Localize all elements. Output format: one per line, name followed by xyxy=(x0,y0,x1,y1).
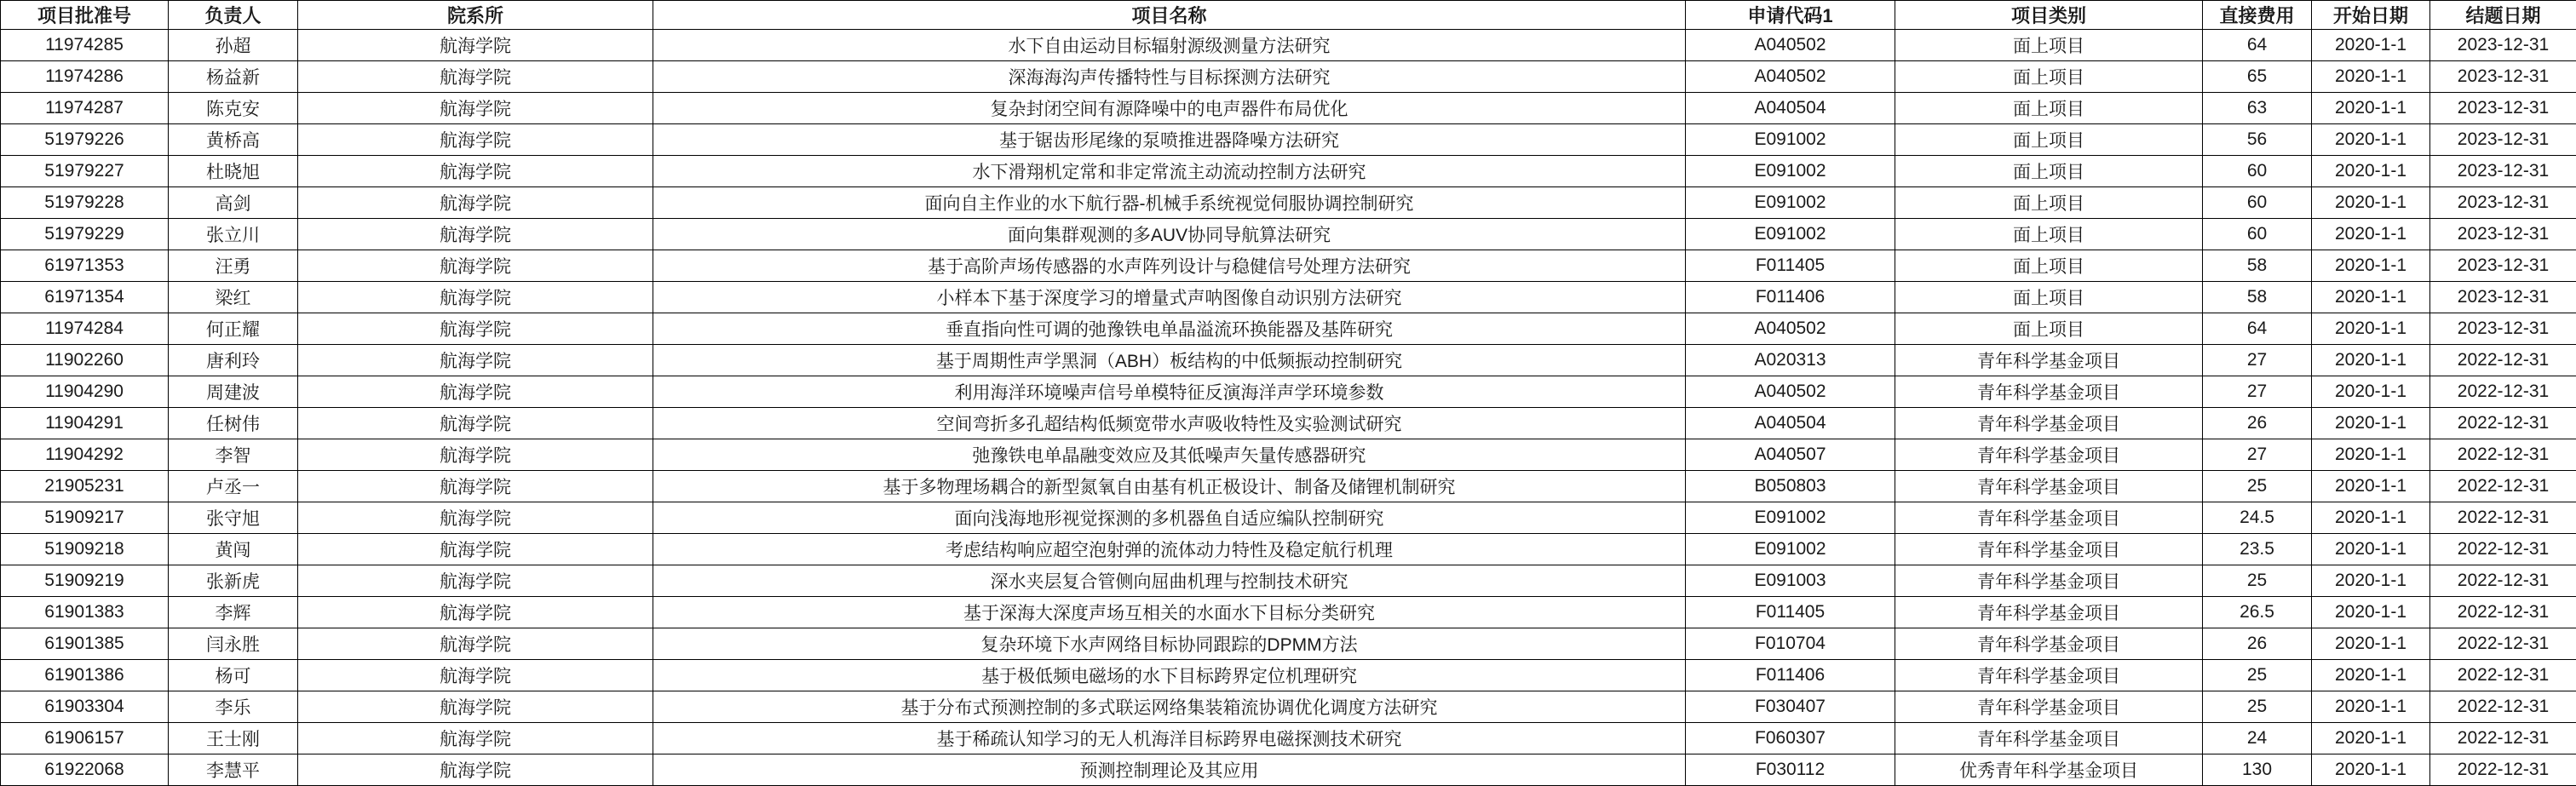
cell-department: 航海学院 xyxy=(298,250,653,282)
cell-end-date: 2022-12-31 xyxy=(2430,565,2576,597)
cell-application-code-1: F011405 xyxy=(1686,597,1895,628)
cell-project-name: 面向集群观测的多AUV协同导航算法研究 xyxy=(653,219,1686,250)
cell-leader: 王士刚 xyxy=(169,723,298,754)
cell-leader: 黄闯 xyxy=(169,534,298,565)
cell-leader: 卢丞一 xyxy=(169,471,298,502)
cell-application-code-1: F010704 xyxy=(1686,628,1895,660)
cell-department: 航海学院 xyxy=(298,282,653,313)
cell-end-date: 2022-12-31 xyxy=(2430,723,2576,754)
cell-leader: 张新虎 xyxy=(169,565,298,597)
header-row xyxy=(1,1,2576,30)
cell-direct-fee: 24 xyxy=(2203,723,2312,754)
cell-application-code-1: F030407 xyxy=(1686,691,1895,723)
cell-department: 航海学院 xyxy=(298,754,653,786)
cell-application-code-1: A040504 xyxy=(1686,408,1895,439)
cell-end-date: 2023-12-31 xyxy=(2430,30,2576,61)
cell-department: 航海学院 xyxy=(298,124,653,156)
cell-department: 航海学院 xyxy=(298,408,653,439)
cell-department: 航海学院 xyxy=(298,628,653,660)
cell-start-date: 2020-1-1 xyxy=(2312,345,2430,376)
cell-project-category: 面上项目 xyxy=(1895,93,2203,124)
cell-start-date: 2020-1-1 xyxy=(2312,250,2430,282)
column-header-department: 院系所 xyxy=(298,1,653,30)
cell-direct-fee: 63 xyxy=(2203,93,2312,124)
cell-application-code-1: A040502 xyxy=(1686,30,1895,61)
cell-project-name: 面向浅海地形视觉探测的多机器鱼自适应编队控制研究 xyxy=(653,502,1686,534)
cell-application-code-1: F011405 xyxy=(1686,250,1895,282)
cell-start-date: 2020-1-1 xyxy=(2312,408,2430,439)
cell-direct-fee: 64 xyxy=(2203,30,2312,61)
cell-project-name: 基于稀疏认知学习的无人机海洋目标跨界电磁探测技术研究 xyxy=(653,723,1686,754)
cell-department: 航海学院 xyxy=(298,156,653,187)
cell-start-date: 2020-1-1 xyxy=(2312,628,2430,660)
cell-leader: 闫永胜 xyxy=(169,628,298,660)
cell-project-name: 面向自主作业的水下航行器-机械手系统视觉伺服协调控制研究 xyxy=(653,187,1686,219)
cell-end-date: 2022-12-31 xyxy=(2430,628,2576,660)
cell-project-category: 青年科学基金项目 xyxy=(1895,691,2203,723)
table-row xyxy=(1,565,2576,597)
cell-end-date: 2022-12-31 xyxy=(2430,376,2576,408)
cell-project-name: 基于极低频电磁场的水下目标跨界定位机理研究 xyxy=(653,660,1686,691)
cell-department: 航海学院 xyxy=(298,187,653,219)
cell-project-category: 青年科学基金项目 xyxy=(1895,628,2203,660)
cell-end-date: 2023-12-31 xyxy=(2430,313,2576,345)
table-row xyxy=(1,250,2576,282)
cell-approval-no: 11974285 xyxy=(1,30,169,61)
cell-direct-fee: 23.5 xyxy=(2203,534,2312,565)
table-row xyxy=(1,93,2576,124)
cell-leader: 杜晓旭 xyxy=(169,156,298,187)
cell-application-code-1: A040504 xyxy=(1686,93,1895,124)
cell-end-date: 2022-12-31 xyxy=(2430,691,2576,723)
cell-project-name: 空间弯折多孔超结构低频宽带水声吸收特性及实验测试研究 xyxy=(653,408,1686,439)
cell-project-name: 基于锯齿形尾缘的泵喷推进器降噪方法研究 xyxy=(653,124,1686,156)
cell-direct-fee: 26 xyxy=(2203,628,2312,660)
table-body xyxy=(1,30,2576,786)
cell-direct-fee: 24.5 xyxy=(2203,502,2312,534)
table-row xyxy=(1,660,2576,691)
cell-project-category: 优秀青年科学基金项目 xyxy=(1895,754,2203,786)
cell-leader: 李智 xyxy=(169,439,298,471)
cell-leader: 李慧平 xyxy=(169,754,298,786)
cell-leader: 汪勇 xyxy=(169,250,298,282)
cell-start-date: 2020-1-1 xyxy=(2312,187,2430,219)
cell-start-date: 2020-1-1 xyxy=(2312,534,2430,565)
table-row xyxy=(1,30,2576,61)
cell-approval-no: 11974284 xyxy=(1,313,169,345)
cell-leader: 梁红 xyxy=(169,282,298,313)
cell-approval-no: 61971354 xyxy=(1,282,169,313)
cell-project-category: 面上项目 xyxy=(1895,250,2203,282)
cell-application-code-1: E091002 xyxy=(1686,219,1895,250)
cell-start-date: 2020-1-1 xyxy=(2312,124,2430,156)
cell-project-category: 青年科学基金项目 xyxy=(1895,345,2203,376)
cell-start-date: 2020-1-1 xyxy=(2312,597,2430,628)
cell-leader: 杨可 xyxy=(169,660,298,691)
cell-start-date: 2020-1-1 xyxy=(2312,565,2430,597)
cell-project-category: 面上项目 xyxy=(1895,187,2203,219)
cell-end-date: 2022-12-31 xyxy=(2430,345,2576,376)
cell-project-category: 青年科学基金项目 xyxy=(1895,660,2203,691)
cell-start-date: 2020-1-1 xyxy=(2312,439,2430,471)
cell-start-date: 2020-1-1 xyxy=(2312,93,2430,124)
table-row xyxy=(1,502,2576,534)
cell-application-code-1: B050803 xyxy=(1686,471,1895,502)
cell-project-category: 青年科学基金项目 xyxy=(1895,597,2203,628)
cell-leader: 李辉 xyxy=(169,597,298,628)
cell-application-code-1: A040507 xyxy=(1686,439,1895,471)
cell-department: 航海学院 xyxy=(298,93,653,124)
column-header-project-name: 项目名称 xyxy=(653,1,1686,30)
cell-application-code-1: A020313 xyxy=(1686,345,1895,376)
cell-approval-no: 11904292 xyxy=(1,439,169,471)
cell-project-category: 面上项目 xyxy=(1895,124,2203,156)
table-row xyxy=(1,345,2576,376)
cell-department: 航海学院 xyxy=(298,597,653,628)
cell-application-code-1: A040502 xyxy=(1686,376,1895,408)
cell-approval-no: 51979229 xyxy=(1,219,169,250)
cell-department: 航海学院 xyxy=(298,376,653,408)
cell-project-category: 青年科学基金项目 xyxy=(1895,534,2203,565)
cell-direct-fee: 27 xyxy=(2203,439,2312,471)
cell-project-category: 面上项目 xyxy=(1895,30,2203,61)
cell-direct-fee: 60 xyxy=(2203,187,2312,219)
cell-direct-fee: 27 xyxy=(2203,376,2312,408)
cell-project-name: 基于多物理场耦合的新型氮氧自由基有机正极设计、制备及储锂机制研究 xyxy=(653,471,1686,502)
cell-start-date: 2020-1-1 xyxy=(2312,219,2430,250)
cell-department: 航海学院 xyxy=(298,534,653,565)
cell-end-date: 2022-12-31 xyxy=(2430,502,2576,534)
cell-project-name: 预测控制理论及其应用 xyxy=(653,754,1686,786)
cell-direct-fee: 26.5 xyxy=(2203,597,2312,628)
table-header xyxy=(1,1,2576,30)
column-header-project-category: 项目类别 xyxy=(1895,1,2203,30)
cell-end-date: 2022-12-31 xyxy=(2430,660,2576,691)
cell-application-code-1: F011406 xyxy=(1686,660,1895,691)
cell-project-name: 小样本下基于深度学习的增量式声呐图像自动识别方法研究 xyxy=(653,282,1686,313)
cell-approval-no: 61906157 xyxy=(1,723,169,754)
cell-direct-fee: 58 xyxy=(2203,282,2312,313)
table-row xyxy=(1,219,2576,250)
cell-leader: 陈克安 xyxy=(169,93,298,124)
cell-leader: 杨益新 xyxy=(169,61,298,93)
table-row xyxy=(1,124,2576,156)
cell-direct-fee: 60 xyxy=(2203,219,2312,250)
cell-end-date: 2023-12-31 xyxy=(2430,219,2576,250)
cell-start-date: 2020-1-1 xyxy=(2312,156,2430,187)
cell-start-date: 2020-1-1 xyxy=(2312,282,2430,313)
cell-department: 航海学院 xyxy=(298,471,653,502)
cell-approval-no: 61971353 xyxy=(1,250,169,282)
cell-leader: 张立川 xyxy=(169,219,298,250)
cell-direct-fee: 56 xyxy=(2203,124,2312,156)
table-row xyxy=(1,534,2576,565)
cell-project-category: 青年科学基金项目 xyxy=(1895,565,2203,597)
cell-direct-fee: 25 xyxy=(2203,691,2312,723)
cell-direct-fee: 25 xyxy=(2203,660,2312,691)
cell-end-date: 2023-12-31 xyxy=(2430,61,2576,93)
cell-leader: 周建波 xyxy=(169,376,298,408)
cell-approval-no: 61901383 xyxy=(1,597,169,628)
table-row xyxy=(1,313,2576,345)
cell-project-category: 青年科学基金项目 xyxy=(1895,408,2203,439)
table-row xyxy=(1,439,2576,471)
table-row xyxy=(1,156,2576,187)
cell-start-date: 2020-1-1 xyxy=(2312,30,2430,61)
cell-start-date: 2020-1-1 xyxy=(2312,691,2430,723)
cell-department: 航海学院 xyxy=(298,565,653,597)
cell-project-name: 基于分布式预测控制的多式联运网络集装箱流协调优化调度方法研究 xyxy=(653,691,1686,723)
cell-application-code-1: A040502 xyxy=(1686,61,1895,93)
table-row xyxy=(1,376,2576,408)
cell-start-date: 2020-1-1 xyxy=(2312,723,2430,754)
cell-end-date: 2023-12-31 xyxy=(2430,93,2576,124)
cell-end-date: 2022-12-31 xyxy=(2430,439,2576,471)
cell-approval-no: 61901385 xyxy=(1,628,169,660)
column-header-approval-no: 项目批准号 xyxy=(1,1,169,30)
cell-start-date: 2020-1-1 xyxy=(2312,61,2430,93)
cell-approval-no: 61903304 xyxy=(1,691,169,723)
cell-leader: 张守旭 xyxy=(169,502,298,534)
cell-project-name: 复杂环境下水声网络目标协同跟踪的DPMM方法 xyxy=(653,628,1686,660)
cell-leader: 黄桥高 xyxy=(169,124,298,156)
cell-application-code-1: E091002 xyxy=(1686,124,1895,156)
cell-approval-no: 51909219 xyxy=(1,565,169,597)
cell-project-name: 垂直指向性可调的弛豫铁电单晶溢流环换能器及基阵研究 xyxy=(653,313,1686,345)
cell-project-name: 考虑结构响应超空泡射弹的流体动力特性及稳定航行机理 xyxy=(653,534,1686,565)
cell-project-name: 深水夹层复合管侧向屈曲机理与控制技术研究 xyxy=(653,565,1686,597)
table-row xyxy=(1,754,2576,786)
cell-approval-no: 51979227 xyxy=(1,156,169,187)
cell-approval-no: 51909218 xyxy=(1,534,169,565)
cell-end-date: 2022-12-31 xyxy=(2430,471,2576,502)
cell-project-name: 水下滑翔机定常和非定常流主动流动控制方法研究 xyxy=(653,156,1686,187)
cell-end-date: 2023-12-31 xyxy=(2430,124,2576,156)
cell-leader: 唐利玲 xyxy=(169,345,298,376)
cell-application-code-1: E091002 xyxy=(1686,156,1895,187)
cell-approval-no: 51909217 xyxy=(1,502,169,534)
cell-department: 航海学院 xyxy=(298,219,653,250)
cell-approval-no: 11974286 xyxy=(1,61,169,93)
cell-project-category: 青年科学基金项目 xyxy=(1895,439,2203,471)
cell-direct-fee: 64 xyxy=(2203,313,2312,345)
column-header-leader: 负责人 xyxy=(169,1,298,30)
cell-end-date: 2023-12-31 xyxy=(2430,187,2576,219)
cell-approval-no: 61901386 xyxy=(1,660,169,691)
cell-direct-fee: 25 xyxy=(2203,471,2312,502)
cell-department: 航海学院 xyxy=(298,313,653,345)
cell-department: 航海学院 xyxy=(298,439,653,471)
cell-end-date: 2023-12-31 xyxy=(2430,250,2576,282)
cell-department: 航海学院 xyxy=(298,723,653,754)
cell-approval-no: 61922068 xyxy=(1,754,169,786)
cell-project-category: 青年科学基金项目 xyxy=(1895,376,2203,408)
cell-approval-no: 11904291 xyxy=(1,408,169,439)
cell-start-date: 2020-1-1 xyxy=(2312,376,2430,408)
cell-end-date: 2023-12-31 xyxy=(2430,156,2576,187)
cell-application-code-1: E091002 xyxy=(1686,187,1895,219)
cell-leader: 任树伟 xyxy=(169,408,298,439)
cell-start-date: 2020-1-1 xyxy=(2312,754,2430,786)
cell-leader: 李乐 xyxy=(169,691,298,723)
column-header-direct-fee: 直接费用 xyxy=(2203,1,2312,30)
cell-approval-no: 11902260 xyxy=(1,345,169,376)
column-header-start-date: 开始日期 xyxy=(2312,1,2430,30)
cell-project-name: 弛豫铁电单晶融变效应及其低噪声矢量传感器研究 xyxy=(653,439,1686,471)
cell-application-code-1: A040502 xyxy=(1686,313,1895,345)
cell-department: 航海学院 xyxy=(298,345,653,376)
table-row xyxy=(1,187,2576,219)
cell-project-category: 面上项目 xyxy=(1895,156,2203,187)
column-header-end-date: 结题日期 xyxy=(2430,1,2576,30)
cell-leader: 高剑 xyxy=(169,187,298,219)
cell-project-category: 青年科学基金项目 xyxy=(1895,471,2203,502)
cell-project-name: 水下自由运动目标辐射源级测量方法研究 xyxy=(653,30,1686,61)
cell-approval-no: 11974287 xyxy=(1,93,169,124)
cell-end-date: 2022-12-31 xyxy=(2430,597,2576,628)
cell-start-date: 2020-1-1 xyxy=(2312,502,2430,534)
cell-department: 航海学院 xyxy=(298,61,653,93)
cell-end-date: 2022-12-31 xyxy=(2430,754,2576,786)
cell-direct-fee: 27 xyxy=(2203,345,2312,376)
table-row xyxy=(1,408,2576,439)
cell-project-category: 面上项目 xyxy=(1895,61,2203,93)
cell-project-category: 青年科学基金项目 xyxy=(1895,502,2203,534)
cell-project-name: 基于周期性声学黑洞（ABH）板结构的中低频振动控制研究 xyxy=(653,345,1686,376)
table-row xyxy=(1,628,2576,660)
cell-project-name: 基于深海大深度声场互相关的水面水下目标分类研究 xyxy=(653,597,1686,628)
cell-application-code-1: F060307 xyxy=(1686,723,1895,754)
cell-application-code-1: E091003 xyxy=(1686,565,1895,597)
cell-start-date: 2020-1-1 xyxy=(2312,660,2430,691)
cell-start-date: 2020-1-1 xyxy=(2312,313,2430,345)
cell-direct-fee: 25 xyxy=(2203,565,2312,597)
cell-application-code-1: E091002 xyxy=(1686,534,1895,565)
cell-application-code-1: F030112 xyxy=(1686,754,1895,786)
cell-approval-no: 51979228 xyxy=(1,187,169,219)
table-row xyxy=(1,723,2576,754)
cell-project-name: 复杂封闭空间有源降噪中的电声器件布局优化 xyxy=(653,93,1686,124)
cell-direct-fee: 26 xyxy=(2203,408,2312,439)
cell-project-category: 面上项目 xyxy=(1895,282,2203,313)
cell-start-date: 2020-1-1 xyxy=(2312,471,2430,502)
cell-leader: 何正耀 xyxy=(169,313,298,345)
cell-project-name: 基于高阶声场传感器的水声阵列设计与稳健信号处理方法研究 xyxy=(653,250,1686,282)
cell-project-name: 深海海沟声传播特性与目标探测方法研究 xyxy=(653,61,1686,93)
column-header-application-code-1: 申请代码1 xyxy=(1686,1,1895,30)
cell-direct-fee: 58 xyxy=(2203,250,2312,282)
table-row xyxy=(1,61,2576,93)
cell-department: 航海学院 xyxy=(298,691,653,723)
cell-project-category: 青年科学基金项目 xyxy=(1895,723,2203,754)
cell-end-date: 2022-12-31 xyxy=(2430,408,2576,439)
cell-direct-fee: 65 xyxy=(2203,61,2312,93)
cell-leader: 孙超 xyxy=(169,30,298,61)
table-row xyxy=(1,597,2576,628)
table-row xyxy=(1,691,2576,723)
cell-approval-no: 51979226 xyxy=(1,124,169,156)
cell-end-date: 2023-12-31 xyxy=(2430,282,2576,313)
cell-direct-fee: 60 xyxy=(2203,156,2312,187)
cell-approval-no: 21905231 xyxy=(1,471,169,502)
cell-application-code-1: F011406 xyxy=(1686,282,1895,313)
table-row xyxy=(1,471,2576,502)
table-row xyxy=(1,282,2576,313)
cell-approval-no: 11904290 xyxy=(1,376,169,408)
cell-project-name: 利用海洋环境噪声信号单模特征反演海洋声学环境参数 xyxy=(653,376,1686,408)
cell-direct-fee: 130 xyxy=(2203,754,2312,786)
cell-application-code-1: E091002 xyxy=(1686,502,1895,534)
cell-project-category: 面上项目 xyxy=(1895,219,2203,250)
cell-end-date: 2022-12-31 xyxy=(2430,534,2576,565)
cell-department: 航海学院 xyxy=(298,660,653,691)
cell-department: 航海学院 xyxy=(298,502,653,534)
cell-department: 航海学院 xyxy=(298,30,653,61)
cell-project-category: 面上项目 xyxy=(1895,313,2203,345)
